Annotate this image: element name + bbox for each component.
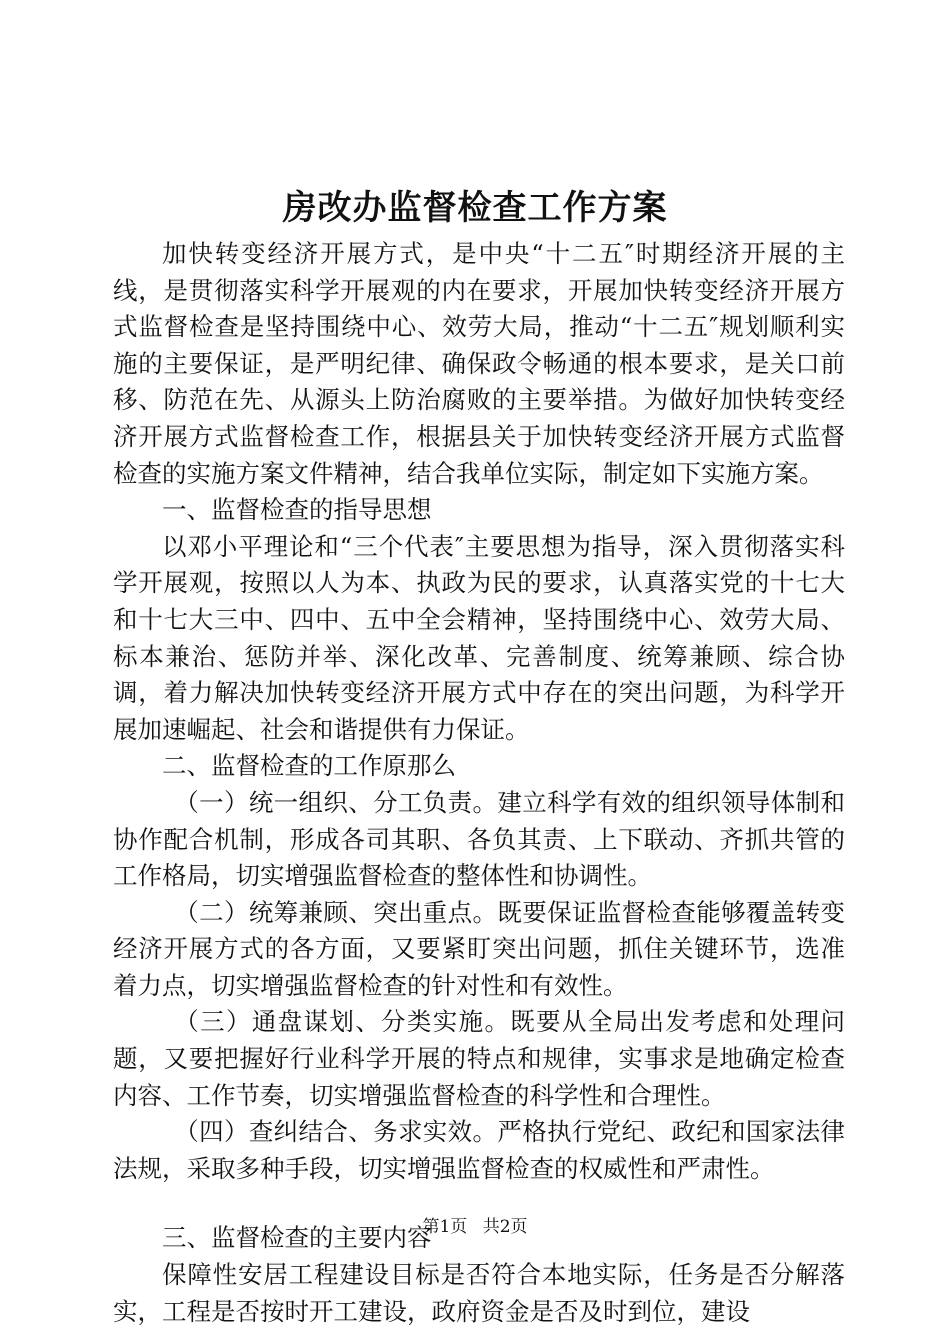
principle-4-paragraph: （四）查纠结合、务求实效。严格执行党纪、政纪和国家法律法规，采取多种手段，切实增强监督检查的权威性和严肃性。 (113, 1117, 845, 1183)
document-body (113, 236, 845, 1330)
section-heading-1: 一、监督检查的指导思想 (162, 495, 432, 525)
section-1-paragraph: 以邓小平理论和“三个代表″主要思想为指导，深入贯彻落实科学开展观，按照以人为本、执政为民的要求，认真落实党的十七大和十七大三中、四中、五中全会精神，坚持围绕中心、效劳大局、标本兼治、惩防并举、深化改革、完善制度、统筹兼顾、综合协调，着力解决加快转变经济开展方式中存在的突出问题，为科学开展加速崛起、社会和谐提供有力保证。 (113, 531, 845, 744)
page-number-current: 第1页 (422, 1217, 468, 1237)
intro-paragraph: 加快转变经济开展方式，是中央“十二五″时期经济开展的主线，是贯彻落实科学开展观的内在要求，开展加快转变经济开展方式监督检查是坚持围绕中心、效劳大局，推动“十二五″规划顺利实施的主要保证，是严明纪律、确保政令畅通的根本要求，是关口前移、防范在先、从源头上防治腐败的主要举措。为做好加快转变经济开展方式监督检查工作，根据县关于加快转变经济开展方式监督检查的实施方案文件精神，结合我单位实际，制定如下实施方案。 (113, 239, 845, 488)
section-heading-3: 三、监督检查的主要内容 (162, 1223, 432, 1253)
section-heading-2: 二、监督检查的工作原那么 (162, 751, 456, 781)
principle-3-paragraph: （三）通盘谋划、分类实施。既要从全局出发考虑和处理问题，又要把握好行业科学开展的特点和规律，实事求是地确定检查内容、工作节奏，切实增强监督检查的科学性和合理性。 (113, 1007, 845, 1110)
page-footer (0, 1216, 950, 1238)
section-3-paragraph: 保障性安居工程建设目标是否符合本地实际，任务是否分解落实，工程是否按时开工建设，政府资金是否及时到位，建设 (113, 1260, 845, 1326)
principle-1-paragraph: （一）统一组织、分工负责。建立科学有效的组织领导体制和协作配合机制，形成各司其职、各负其责、上下联动、齐抓共管的工作格局，切实增强监督检查的整体性和协调性。 (113, 787, 845, 891)
page-number-total: 共2页 (482, 1217, 528, 1237)
document-title: 房改办监督检查工作方案 (282, 188, 668, 228)
principle-2-paragraph: （二）统筹兼顾、突出重点。既要保证监督检查能够覆盖转变经济开展方式的各方面，又要紧盯突出问题，抓住关键环节，选准着力点，切实增强监督检查的针对性和有效性。 (113, 897, 845, 1000)
